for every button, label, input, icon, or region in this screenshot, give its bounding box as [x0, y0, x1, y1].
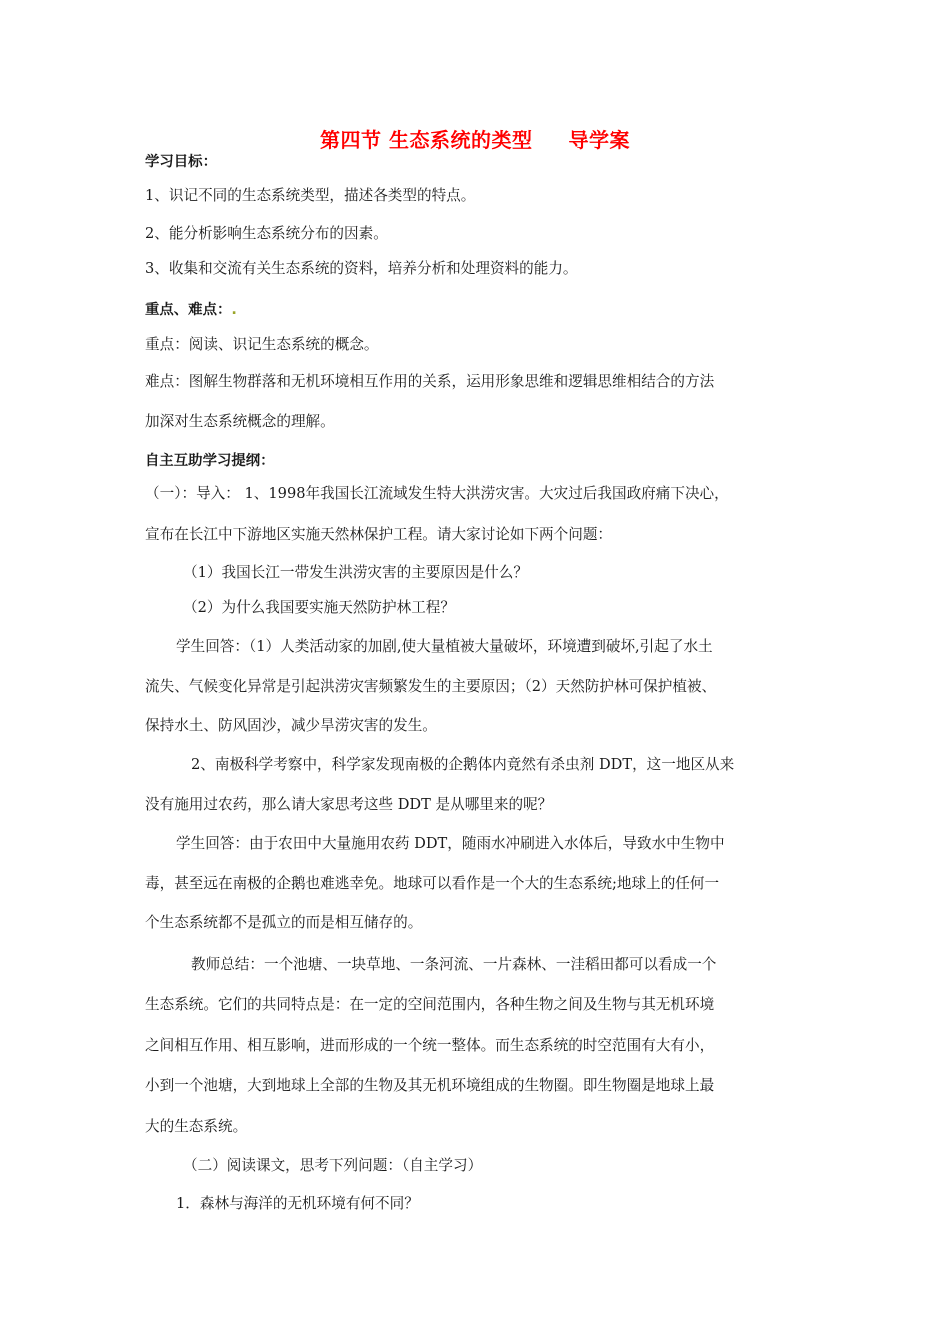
- outline-line: 保持水土、防风固沙，减少旱涝灾害的发生。: [145, 717, 437, 734]
- outline-question: （1）我国长江一带发生洪涝灾害的主要原因是什么？: [183, 564, 528, 581]
- outline-line: （二）阅读课文，思考下列问题：（自主学习）: [183, 1157, 483, 1174]
- outline-line: 生态系统。它们的共同特点是：在一定的空间范围内，各种生物之间及生物与其无机环境: [145, 996, 715, 1013]
- focus-text: 重点：阅读、识记生态系统的概念。: [145, 336, 379, 353]
- difficulty-text: 难点：图解生物群落和无机环境相互作用的关系，运用形象思维和逻辑思维相结合的方法: [145, 373, 715, 390]
- difficulty-text-continued: 加深对生态系统概念的理解。: [145, 413, 335, 430]
- objective-item: 3、收集和交流有关生态系统的资料，培养分析和处理资料的能力。: [145, 260, 578, 277]
- page-title: [0, 124, 950, 153]
- outline-line: 之间相互作用、相互影响，进而形成的一个统一整体。而生态系统的时空范围有大有小，: [145, 1037, 715, 1054]
- outline-line: 宣布在长江中下游地区实施天然林保护工程。请大家讨论如下两个问题：: [145, 526, 613, 543]
- outline-line: 毒，甚至远在南极的企鹅也难逃幸免。地球可以看作是一个大的生态系统;地球上的任何一: [145, 875, 720, 892]
- outline-line: 学生回答：（1）人类活动家的加剧,使大量植被大量破坏，环境遭到破坏,引起了水土: [176, 638, 713, 655]
- title-main: 第四节 生态系统的类型: [320, 128, 533, 152]
- objectives-heading: 学习目标：: [145, 154, 217, 170]
- outline-heading: 自主互助学习提纲：: [145, 453, 275, 469]
- outline-line: 大的生态系统。: [145, 1118, 248, 1135]
- outline-line: 个生态系统都不是孤立的而是相互储存的。: [145, 914, 423, 931]
- title-suffix: 导学案: [568, 128, 630, 152]
- objective-item: 2、能分析影响生态系统分布的因素。: [145, 225, 388, 242]
- outline-line: 学生回答：由于农田中大量施用农药 DDT，随雨水冲刷进入水体后，导致水中生物中: [176, 835, 725, 852]
- outline-line: 流失、气候变化异常是引起洪涝灾害频繁发生的主要原因；（2）天然防护林可保护植被、: [145, 678, 717, 695]
- key-points-heading: 重点、难点：.: [145, 302, 237, 318]
- objective-item: 1、识记不同的生态系统类型，描述各类型的特点。: [145, 187, 476, 204]
- outline-question: 1．森林与海洋的无机环境有何不同？: [176, 1195, 419, 1212]
- outline-line: 没有施用过农药，那么请大家思考这些 DDT 是从哪里来的呢？: [145, 796, 553, 813]
- outline-line: （一）：导入： 1、1998年我国长江流域发生特大洪涝灾害。大灾过后我国政府痛下决心，: [145, 485, 729, 502]
- outline-line: 小到一个池塘，大到地球上全部的生物及其无机环境组成的生物圈。即生物圈是地球上最: [145, 1077, 715, 1094]
- outline-line: 2、南极科学考察中，科学家发现南极的企鹅体内竟然有杀虫剂 DDT，这一地区从来: [191, 756, 735, 773]
- stray-mark: .: [231, 302, 237, 318]
- outline-question: （2）为什么我国要实施天然防护林工程？: [183, 599, 455, 616]
- outline-line: 教师总结：一个池塘、一块草地、一条河流、一片森林、一洼稻田都可以看成一个: [191, 956, 717, 973]
